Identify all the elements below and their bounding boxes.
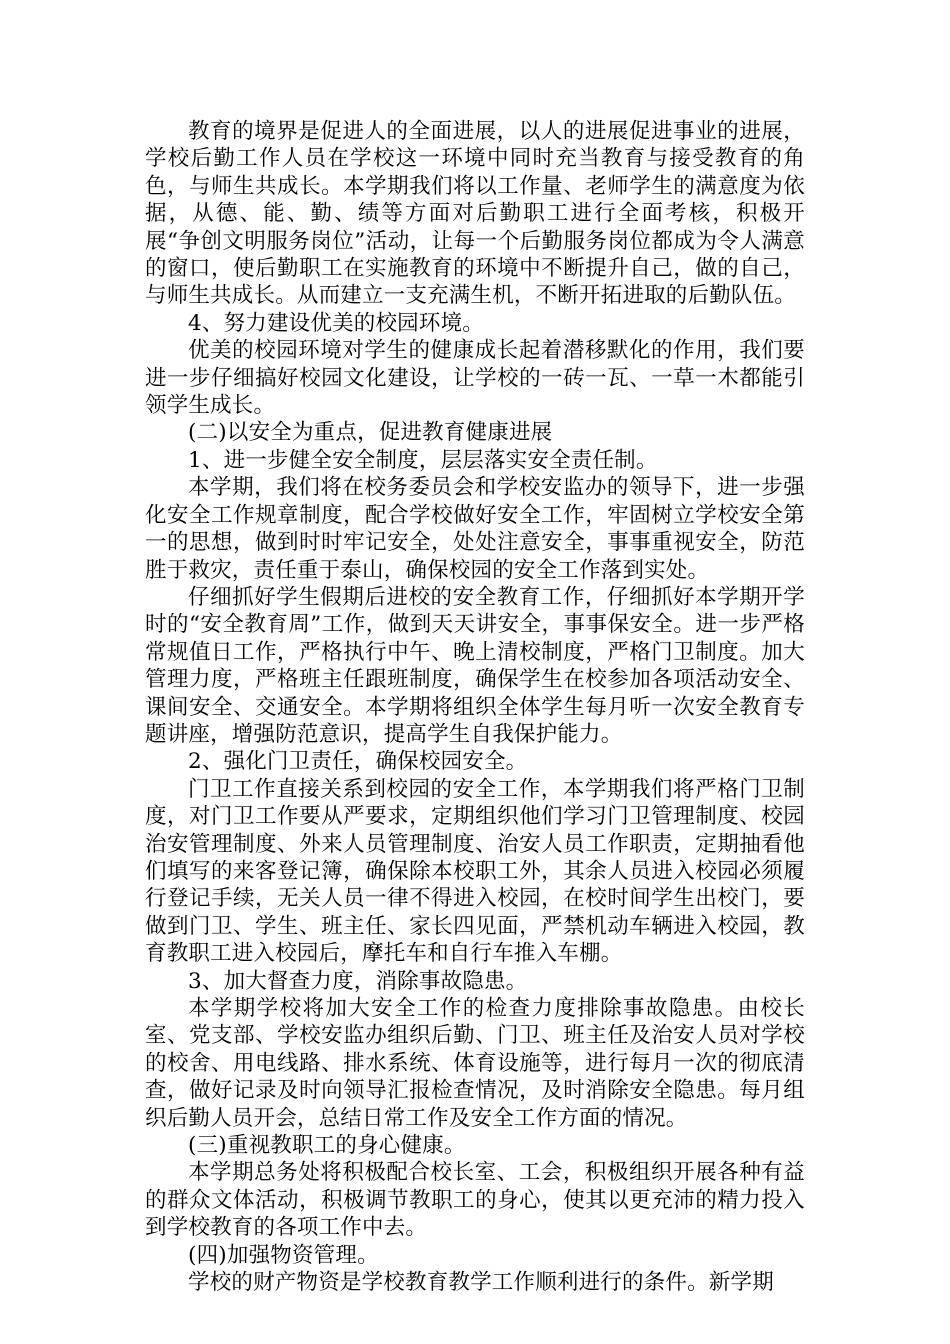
paragraph: 仔细抓好学生假期后进校的安全教育工作，仔细抓好本学期开学时的“安全教育周”工作，做到天天讲安全，事事保安全。进一步严格常规值日工作，严格执行中午、晚上清校制度，严格门卫制度。加大管理力度，严格班主任跟班制度，确保学生在校参加各项活动安全、课间安全、交通安全。本学期将组织全体学生每月听一次安全教育专题讲座，增强防范意识，提高学生自我保护能力。 xyxy=(145,584,805,747)
section-heading: (四)加强物资管理。 xyxy=(188,1242,379,1268)
section-heading: 1、进一步健全安全制度，层层落实安全责任制。 xyxy=(188,447,658,473)
section-heading: 2、强化门卫责任，确保校园安全。 xyxy=(188,749,528,775)
paragraph: 门卫工作直接关系到校园的安全工作，本学期我们将严格门卫制度，对门卫工作要从严要求，定期组织他们学习门卫管理制度、校园治安管理制度、外来人员管理制度、治安人员工作职责，定期抽看他们填写的来客登记簿，确保除本校职工外，其余人员进入校园必须履行登记手续，无关人员一律不得进入校园，在校时间学生出校门，要做到门卫、学生、班主任、家长四见面，严禁机动车辆进入校园，教育教职工进入校园后，摩托车和自行车推入车棚。 xyxy=(145,776,805,967)
paragraph: 教育的境界是促进人的全面进展，以人的进展促进事业的进展，学校后勤工作人员在学校这一环境中同时充当教育与接受教育的角色，与师生共成长。本学期我们将以工作量、老师学生的满意度为依据，从德、能、勤、绩等方面对后勤职工进行全面考核，积极开展“争创文明服务岗位”活动，让每一个后勤服务岗位都成为令人满意的窗口，使后勤职工在实施教育的环境中不断提升自己，做的自己，与师生共成长。从而建立一支充满生机，不断开拓进取的后勤队伍。 xyxy=(145,119,805,309)
paragraph: 本学期学校将加大安全工作的检查力度排除事故隐患。由校长室、党支部、学校安监办组织后勤、门卫、班主任及治安人员对学校的校舍、用电线路、排水系统、体育设施等，进行每月一次的彻底清查，做好记录及时向领导汇报检查情况，及时消除安全隐患。每月组织后勤人员开会，总结日常工作及安全工作方面的情况。 xyxy=(145,996,805,1131)
paragraph: 本学期，我们将在校务委员会和学校安监办的领导下，进一步强化安全工作规章制度，配合学校做好安全工作，牢固树立学校安全第一的思想，做到时时牢记安全，处处注意安全，事事重视安全，防范胜于救灾，责任重于泰山，确保校园的安全工作落到实处。 xyxy=(145,475,805,583)
section-heading: 3、加大督查力度，消除事故隐患。 xyxy=(188,968,528,994)
document-body xyxy=(145,118,805,1296)
paragraph: 优美的校园环境对学生的健康成长起着潜移默化的作用，我们要进一步仔细搞好校园文化建设，让学校的一砖一瓦、一草一木都能引领学生成长。 xyxy=(145,338,805,419)
section-heading: 4、努力建设优美的校园环境。 xyxy=(188,310,484,336)
section-heading: (二)以安全为重点，促进教育健康进展 xyxy=(188,420,553,446)
section-heading: (三)重视教职工的身心健康。 xyxy=(188,1133,466,1159)
paragraph: 本学期总务处将积极配合校长室、工会，积极组织开展各种有益的群众文体活动，积极调节教职工的身心，使其以更充沛的精力投入到学校教育的各项工作中去。 xyxy=(145,1160,805,1241)
paragraph: 学校的财产物资是学校教育教学工作顺利进行的条件。新学期 xyxy=(188,1270,774,1296)
